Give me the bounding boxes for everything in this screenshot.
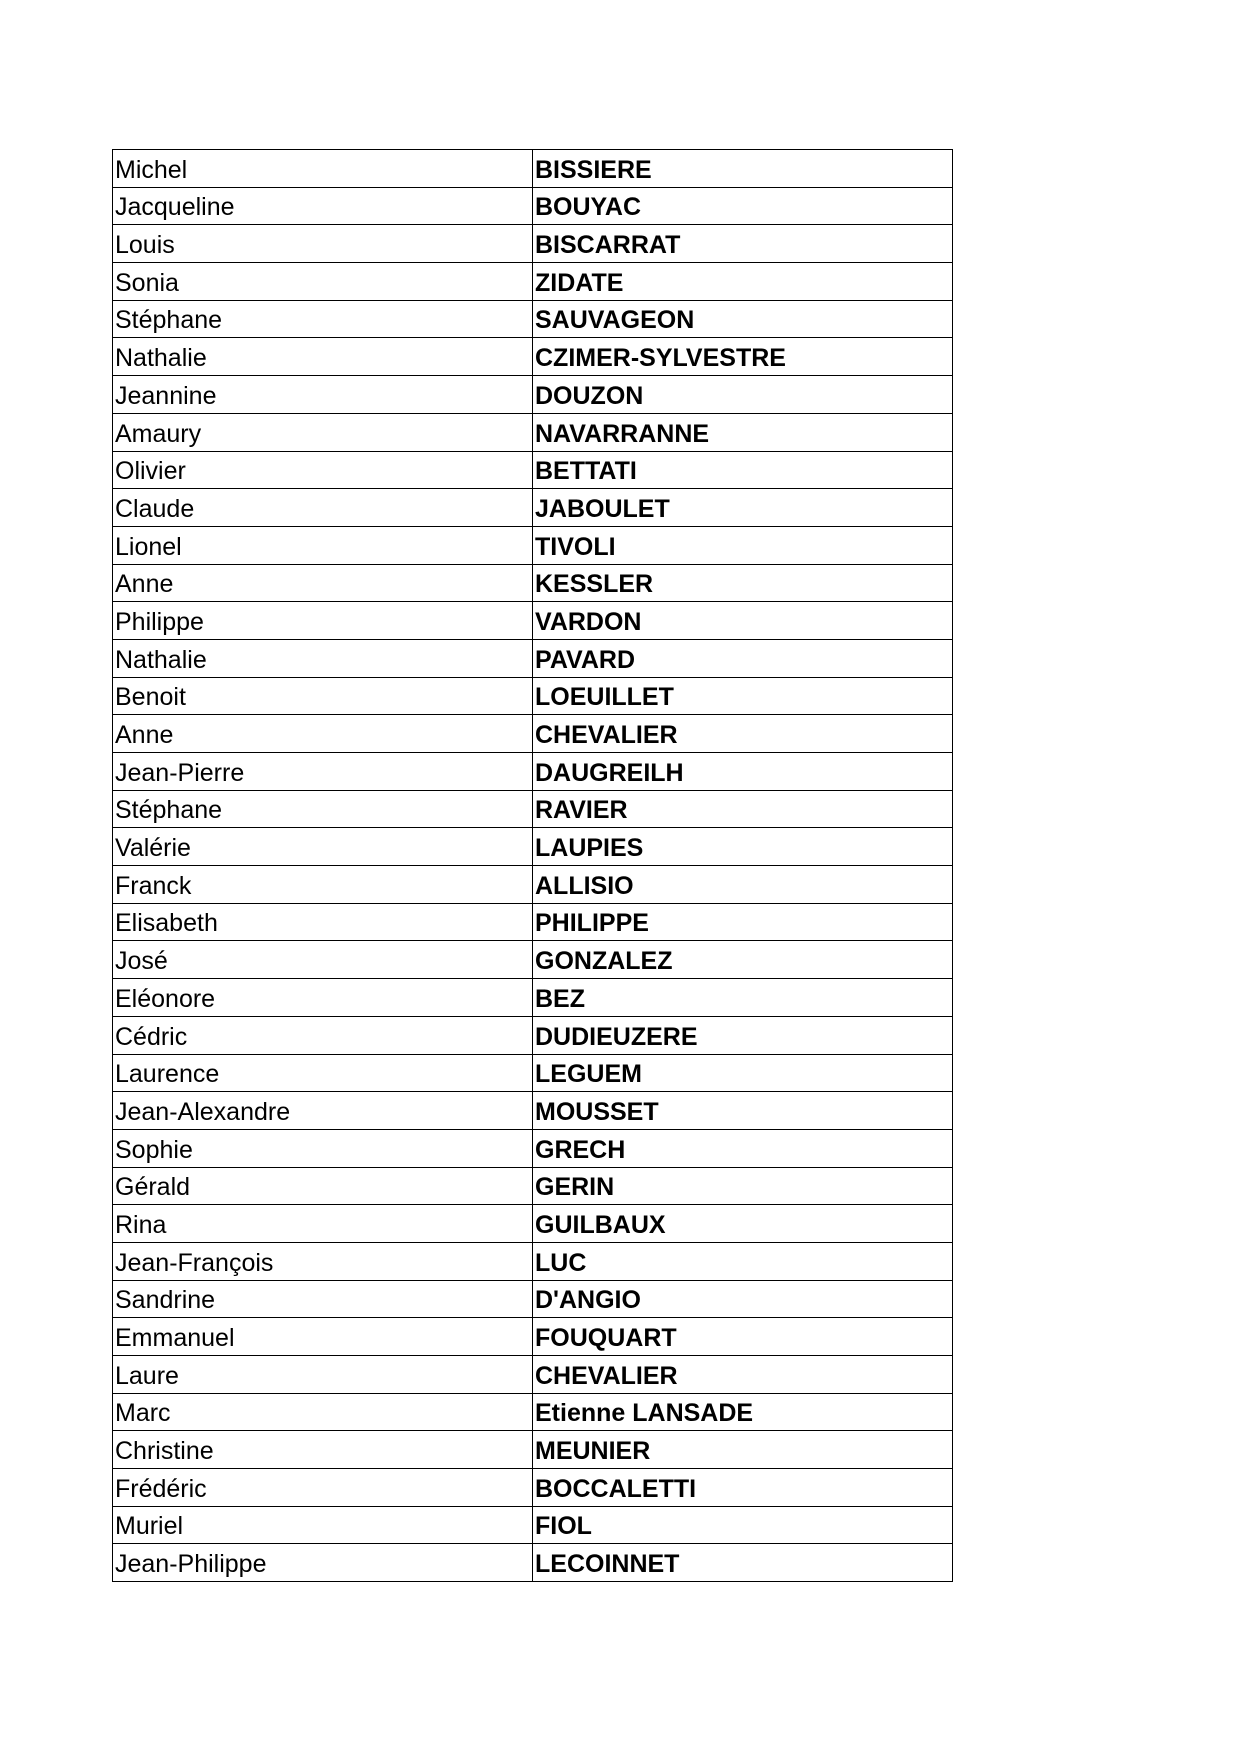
last-name-cell: ALLISIO — [533, 866, 953, 904]
first-name-cell: Muriel — [113, 1506, 533, 1544]
last-name-cell: BETTATI — [533, 451, 953, 489]
first-name-cell: Rina — [113, 1205, 533, 1243]
last-name-cell: PHILIPPE — [533, 903, 953, 941]
last-name-cell: BISCARRAT — [533, 225, 953, 263]
first-name-cell: Philippe — [113, 602, 533, 640]
last-name-cell: BISSIERE — [533, 150, 953, 188]
table-row — [113, 1544, 953, 1582]
table-row — [113, 903, 953, 941]
first-name-cell: Benoit — [113, 677, 533, 715]
first-name-cell: Nathalie — [113, 338, 533, 376]
names-table-body — [113, 150, 953, 1582]
table-row — [113, 1431, 953, 1469]
table-row — [113, 1016, 953, 1054]
table-row — [113, 828, 953, 866]
first-name-cell: Gérald — [113, 1167, 533, 1205]
table-row — [113, 1393, 953, 1431]
table-row — [113, 338, 953, 376]
first-name-cell: Stéphane — [113, 300, 533, 338]
first-name-cell: Sandrine — [113, 1280, 533, 1318]
last-name-cell: Etienne LANSADE — [533, 1393, 953, 1431]
table-row — [113, 1054, 953, 1092]
first-name-cell: Anne — [113, 564, 533, 602]
table-row — [113, 300, 953, 338]
table-row — [113, 677, 953, 715]
first-name-cell: Jacqueline — [113, 187, 533, 225]
table-row — [113, 1506, 953, 1544]
last-name-cell: JABOULET — [533, 489, 953, 527]
table-row — [113, 790, 953, 828]
table-row — [113, 376, 953, 414]
table-row — [113, 1242, 953, 1280]
first-name-cell: Frédéric — [113, 1469, 533, 1507]
names-table — [112, 149, 953, 1582]
first-name-cell: Lionel — [113, 526, 533, 564]
last-name-cell: DUDIEUZERE — [533, 1016, 953, 1054]
first-name-cell: Olivier — [113, 451, 533, 489]
last-name-cell: DAUGREILH — [533, 753, 953, 791]
table-row — [113, 1129, 953, 1167]
last-name-cell: BEZ — [533, 979, 953, 1017]
table-row — [113, 263, 953, 301]
last-name-cell: KESSLER — [533, 564, 953, 602]
last-name-cell: LECOINNET — [533, 1544, 953, 1582]
last-name-cell: LOEUILLET — [533, 677, 953, 715]
first-name-cell: Stéphane — [113, 790, 533, 828]
last-name-cell: MOUSSET — [533, 1092, 953, 1130]
table-row — [113, 526, 953, 564]
last-name-cell: LEGUEM — [533, 1054, 953, 1092]
last-name-cell: GONZALEZ — [533, 941, 953, 979]
first-name-cell: Valérie — [113, 828, 533, 866]
first-name-cell: Nathalie — [113, 639, 533, 677]
table-row — [113, 413, 953, 451]
table-row — [113, 451, 953, 489]
last-name-cell: SAUVAGEON — [533, 300, 953, 338]
first-name-cell: Jeannine — [113, 376, 533, 414]
first-name-cell: Anne — [113, 715, 533, 753]
first-name-cell: Eléonore — [113, 979, 533, 1017]
table-row — [113, 753, 953, 791]
last-name-cell: GUILBAUX — [533, 1205, 953, 1243]
first-name-cell: Emmanuel — [113, 1318, 533, 1356]
last-name-cell: DOUZON — [533, 376, 953, 414]
last-name-cell: GERIN — [533, 1167, 953, 1205]
last-name-cell: TIVOLI — [533, 526, 953, 564]
first-name-cell: Sonia — [113, 263, 533, 301]
last-name-cell: VARDON — [533, 602, 953, 640]
table-row — [113, 1205, 953, 1243]
first-name-cell: Jean-Philippe — [113, 1544, 533, 1582]
last-name-cell: GRECH — [533, 1129, 953, 1167]
table-row — [113, 602, 953, 640]
last-name-cell: MEUNIER — [533, 1431, 953, 1469]
table-row — [113, 1318, 953, 1356]
table-row — [113, 979, 953, 1017]
last-name-cell: FOUQUART — [533, 1318, 953, 1356]
last-name-cell: CHEVALIER — [533, 1356, 953, 1394]
first-name-cell: Franck — [113, 866, 533, 904]
table-row — [113, 941, 953, 979]
table-row — [113, 150, 953, 188]
table-row — [113, 1092, 953, 1130]
last-name-cell: LUC — [533, 1242, 953, 1280]
first-name-cell: Cédric — [113, 1016, 533, 1054]
first-name-cell: Laure — [113, 1356, 533, 1394]
last-name-cell: PAVARD — [533, 639, 953, 677]
table-row — [113, 639, 953, 677]
last-name-cell: D'ANGIO — [533, 1280, 953, 1318]
table-row — [113, 1280, 953, 1318]
first-name-cell: José — [113, 941, 533, 979]
table-row — [113, 715, 953, 753]
last-name-cell: LAUPIES — [533, 828, 953, 866]
first-name-cell: Michel — [113, 150, 533, 188]
names-sheet — [112, 149, 952, 1582]
first-name-cell: Laurence — [113, 1054, 533, 1092]
last-name-cell: CZIMER-SYLVESTRE — [533, 338, 953, 376]
first-name-cell: Sophie — [113, 1129, 533, 1167]
last-name-cell: NAVARRANNE — [533, 413, 953, 451]
first-name-cell: Louis — [113, 225, 533, 263]
table-row — [113, 1356, 953, 1394]
table-row — [113, 1167, 953, 1205]
first-name-cell: Jean-Alexandre — [113, 1092, 533, 1130]
first-name-cell: Jean-Pierre — [113, 753, 533, 791]
table-row — [113, 225, 953, 263]
table-row — [113, 564, 953, 602]
first-name-cell: Elisabeth — [113, 903, 533, 941]
last-name-cell: BOUYAC — [533, 187, 953, 225]
last-name-cell: CHEVALIER — [533, 715, 953, 753]
last-name-cell: RAVIER — [533, 790, 953, 828]
last-name-cell: ZIDATE — [533, 263, 953, 301]
last-name-cell: BOCCALETTI — [533, 1469, 953, 1507]
table-row — [113, 1469, 953, 1507]
table-row — [113, 187, 953, 225]
first-name-cell: Claude — [113, 489, 533, 527]
first-name-cell: Marc — [113, 1393, 533, 1431]
first-name-cell: Amaury — [113, 413, 533, 451]
first-name-cell: Christine — [113, 1431, 533, 1469]
table-row — [113, 866, 953, 904]
last-name-cell: FIOL — [533, 1506, 953, 1544]
table-row — [113, 489, 953, 527]
first-name-cell: Jean-François — [113, 1242, 533, 1280]
